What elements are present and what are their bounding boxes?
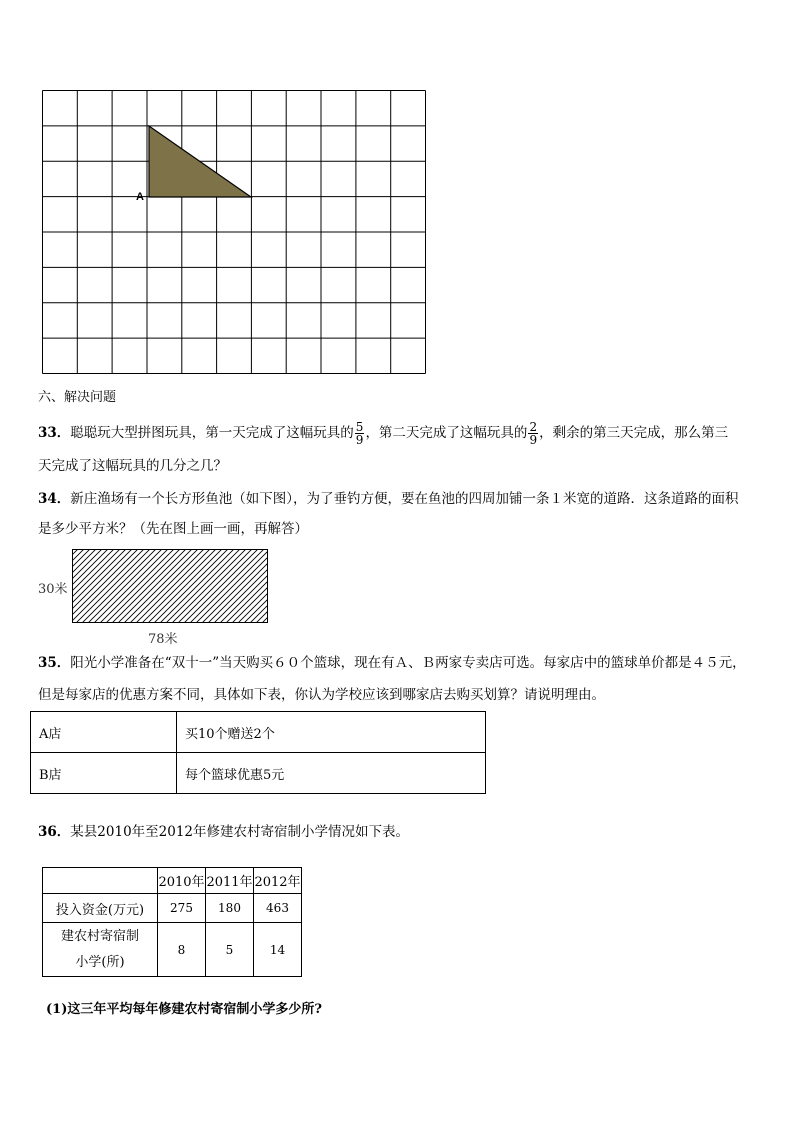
hatch-line <box>256 549 268 623</box>
table-cell: 14 <box>254 923 302 977</box>
q34-number: 34． <box>38 491 71 507</box>
q34-line2: 是多少平方米？（先在图上画一画，再解答） <box>38 521 308 537</box>
grid-figure <box>42 90 426 374</box>
store-a-cell: A店 <box>31 712 177 753</box>
table-cell: 275 <box>158 894 206 923</box>
table-row <box>43 923 302 977</box>
hatch-line <box>106 549 180 623</box>
pond-width-label: 78米 <box>148 632 178 647</box>
header-cell-2011: 2011年 <box>206 868 254 894</box>
q35-line2: 但是每家店的优惠方案不同，具体如下表，你认为学校应该到哪家店去购买划算？请说明理由。 <box>38 687 605 703</box>
q33-text3: ，剩余的第三天完成，那么第三 <box>539 425 729 441</box>
hatch-line <box>166 549 240 623</box>
header-cell-2012: 2012年 <box>254 868 302 894</box>
row-label-funds: 投入资金(万元) <box>43 894 158 923</box>
q35-number: 35． <box>38 655 71 671</box>
q34-text: 新庄渔场有一个长方形鱼池（如下图），为了垂钓方便，要在鱼池的四周加铺一条１米宽的道路．这条道路的面积 <box>70 491 739 507</box>
q35-text: 阳光小学准备在“双十一”当天购买６０个篮球，现在有Ａ、Ｂ两家专卖店可选。每家店中的篮球单价都是４５元， <box>70 655 746 671</box>
header-cell-2010: 2010年 <box>158 868 206 894</box>
table-row <box>31 712 486 753</box>
store-b-offer-cell: 每个篮球优惠5元 <box>177 753 486 794</box>
table-row <box>43 894 302 923</box>
table-cell: 463 <box>254 894 302 923</box>
row-label-schools-line1: 建农村寄宿制 <box>60 928 139 944</box>
hatch-line <box>142 549 216 623</box>
table-header-row <box>43 868 302 894</box>
fishpond-rectangle <box>72 549 268 623</box>
q33-line1 <box>38 420 728 446</box>
store-offer-table <box>30 711 486 794</box>
q33-text2: ，第二天完成了这幅玩具的 <box>365 425 528 441</box>
q33-number: 33． <box>38 425 71 441</box>
store-a-offer-cell: 买10个赠送2个 <box>177 712 486 753</box>
q33-fraction-1: $\frac{5}{9}$ <box>355 420 364 447</box>
hatch-line <box>124 549 198 623</box>
q36-line1 <box>38 822 409 842</box>
q33-fraction-2: $\frac{2}{9}$ <box>529 420 538 447</box>
hatch-line <box>190 549 264 623</box>
hatch-line <box>154 549 228 623</box>
header-cell-blank <box>43 868 158 894</box>
school-construction-table <box>42 867 302 977</box>
hatch-line <box>148 549 222 623</box>
hatch-line <box>94 549 168 623</box>
q36-number: 36． <box>38 824 71 840</box>
hatch-line <box>82 549 156 623</box>
point-a-label: A <box>136 191 144 203</box>
hatch-line <box>160 549 234 623</box>
hatch-line <box>100 549 174 623</box>
row-label-schools-line2: 小学(所) <box>75 954 125 970</box>
hatch-line <box>72 549 84 623</box>
section-title: 六、解决问题 <box>38 390 117 405</box>
table-cell: 5 <box>206 923 254 977</box>
table-row <box>31 753 486 794</box>
hatch-line <box>184 549 258 623</box>
hatch-line <box>172 549 246 623</box>
hatch-line <box>178 549 252 623</box>
hatch-line <box>112 549 186 623</box>
grid-lines <box>43 91 426 374</box>
q33-text1: 聪聪玩大型拼图玩具，第一天完成了这幅玩具的 <box>70 425 354 441</box>
q34-line1 <box>38 489 739 509</box>
row-label-schools <box>43 923 158 977</box>
hatch-line <box>136 549 210 623</box>
q36-text: 某县2010年至2012年修建农村寄宿制小学情况如下表。 <box>70 824 410 840</box>
q36-sub1: (1)这三年平均每年修建农村寄宿制小学多少所? <box>46 1002 322 1017</box>
store-b-cell: B店 <box>31 753 177 794</box>
q33-line2: 天完成了这幅玩具的几分之几？ <box>38 458 227 474</box>
hatch-line <box>130 549 204 623</box>
hatch-line <box>76 549 150 623</box>
pond-height-label: 30米 <box>38 582 68 597</box>
table-cell: 180 <box>206 894 254 923</box>
hatch-line <box>118 549 192 623</box>
hatch-line <box>88 549 162 623</box>
q35-line1 <box>38 653 746 673</box>
table-cell: 8 <box>158 923 206 977</box>
